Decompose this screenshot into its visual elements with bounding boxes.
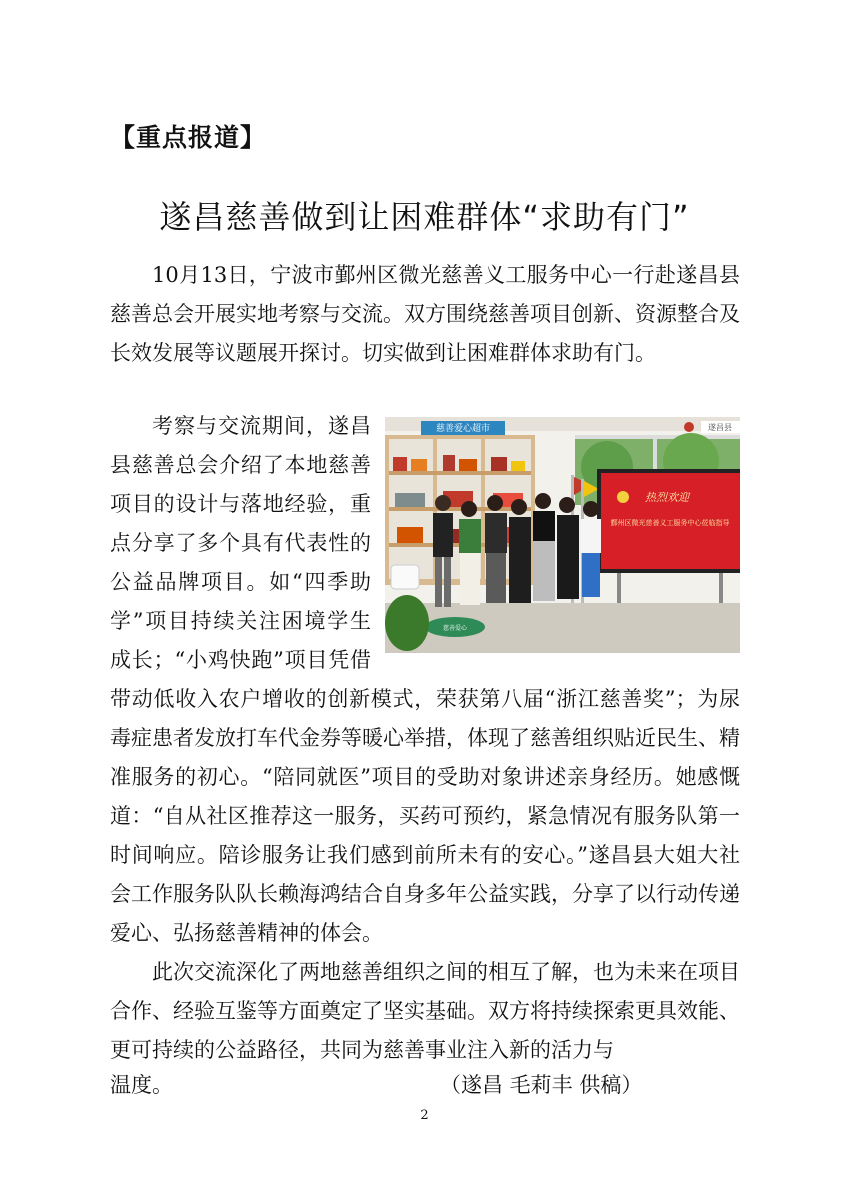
store-sign: 慈善爱心超市 (435, 424, 491, 434)
group-photo (385, 417, 740, 653)
paragraph-projects: 考察与交流期间，遂昌县慈善总会介绍了本地慈善项目的设计与落地经验，重点分享了多个具有代表性的公益品牌项目。如“四季助学”项目持续关注困境学生成长；“小鸡快跑”项目凭借带动低收入农户增收的创新模式，荣获第八届“浙江慈善奖”；为尿毒症患者发放打车代金券等暖心举措，体现了慈善组织贴近民生、精准服务的初心。“陪同就医”项目的受助对象讲述亲身经历。她感慨道：“自从社区推荐这一服务，买药可预约，紧急情况有服务队第一时间响应。陪诊服务让我们感到前所未有的安心。”遂昌县大姐大社会工作服务队队长赖海鸿结合自身多年公益实践，分享了以行动传递爱心、弘扬慈善精神的体会。 (110, 414, 740, 945)
banner-welcome: 热烈欢迎 (645, 491, 689, 504)
section-tag: 【重点报道】 (110, 123, 267, 152)
wall-sign-text: 遂昌县 (708, 423, 732, 432)
article-body (110, 407, 740, 1070)
author-credit: （遂昌 毛莉丰 供稿） (440, 1073, 643, 1097)
credit-line (110, 1066, 740, 1105)
article-title: 遂昌慈善做到让困难群体“求助有门” (159, 198, 690, 236)
paragraph-conclusion-end: 温度。 (110, 1073, 173, 1097)
page-number: 2 (420, 1108, 429, 1123)
banner-org: 鄞州区微光慈善义工服务中心莅临指导 (610, 519, 730, 527)
paragraph-intro: 10月13日，宁波市鄞州区微光慈善义工服务中心一行赴遂昌县慈善总会开展实地考察与交流。双方围绕慈善项目创新、资源整合及长效发展等议题展开探讨。切实做到让困难群体求助有门。 (110, 263, 740, 365)
paragraph-conclusion: 此次交流深化了两地慈善组织之间的相互了解，也为未来在项目合作、经验互鉴等方面奠定了坚实基础。双方将持续探索更具效能、更可持续的公益路径，共同为慈善事业注入新的活力与 (110, 960, 740, 1062)
floor-sticker: 慈善爱心 (442, 625, 468, 632)
